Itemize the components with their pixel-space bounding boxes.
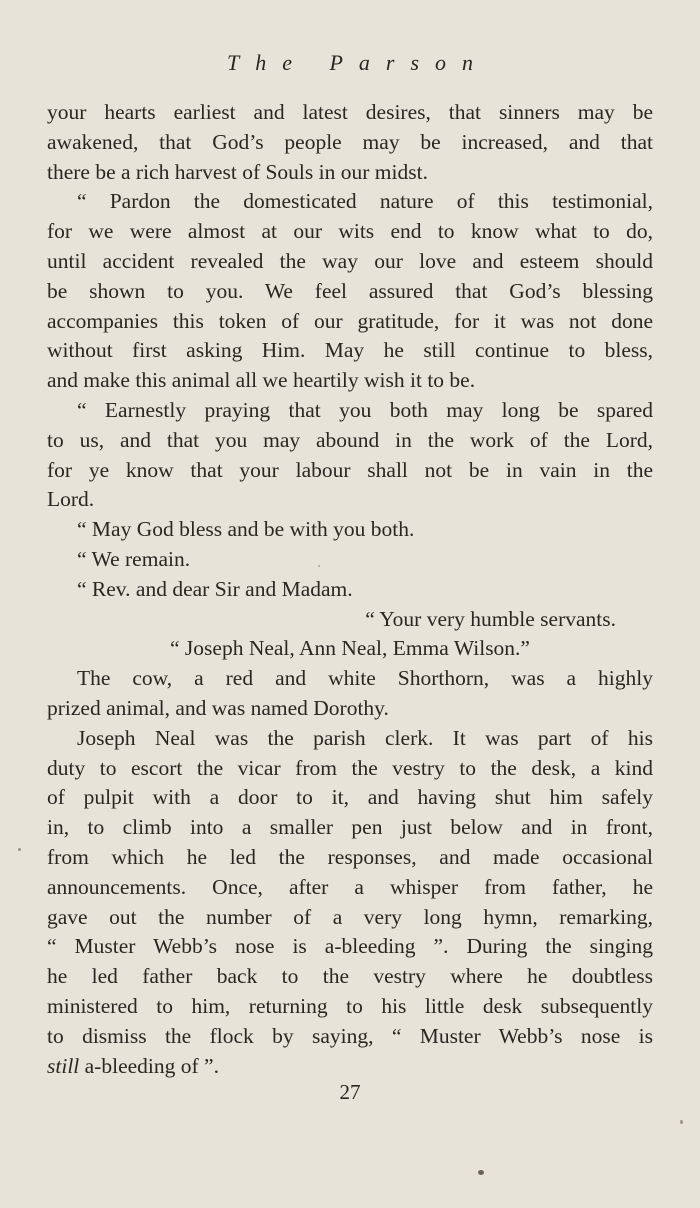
text-line: be shown to you. We feel assured that God’s blessing <box>47 278 653 303</box>
text-line: without first asking Him. May he still continue to bless, <box>47 338 653 363</box>
text-line: for ye know that your labour shall not be in vain in the <box>47 457 653 482</box>
text-line: “ Pardon the domesticated nature of this testimonial, <box>77 189 653 214</box>
text-line: of pulpit with a door to it, and having shut him safely <box>47 785 653 810</box>
paper-speck <box>680 1120 683 1124</box>
text-line: “ We remain. <box>77 546 191 571</box>
text-line: “ Rev. and dear Sir and Madam. <box>77 576 353 601</box>
text-line: awakened, that God’s people may be increased, and that <box>47 129 653 154</box>
text-line: Joseph Neal was the parish clerk. It was part of his <box>77 725 653 750</box>
text-line: to dismiss the flock by saying, “ Muster Webb’s nose is <box>47 1023 653 1048</box>
final-line-rest: a-bleeding of ”. <box>79 1053 219 1078</box>
text-line: “ Earnestly praying that you both may long be spared <box>77 397 653 422</box>
text-line: “ Joseph Neal, Ann Neal, Emma Wilson.” <box>170 636 530 661</box>
text-line: your hearts earliest and latest desires, that sinners may be <box>47 100 653 124</box>
text-line: in, to climb into a smaller pen just below and in front, <box>47 815 653 840</box>
text-line: gave out the number of a very long hymn, remarking, <box>47 904 653 929</box>
text-line-final <box>47 1052 653 1082</box>
text-line: there be a rich harvest of Souls in our midst. <box>47 159 428 184</box>
text-line: “ Muster Webb’s nose is a-bleeding ”. During the singing <box>47 934 653 959</box>
paper-speck <box>18 848 21 851</box>
text-line: “ Your very humble servants. <box>365 606 616 631</box>
paper-speck <box>318 565 320 567</box>
text-line: to us, and that you may abound in the work of the Lord, <box>47 427 653 452</box>
text-line: from which he led the responses, and made occasional <box>47 844 653 869</box>
text-line: and make this animal all we heartily wish it to be. <box>47 368 476 393</box>
text-line: announcements. Once, after a whisper from father, he <box>47 874 653 899</box>
text-line: The cow, a red and white Shorthorn, was a highly <box>77 666 653 691</box>
text-line: duty to escort the vicar from the vestry to the desk, a kind <box>47 755 653 780</box>
text-line: he led father back to the vestry where he doubtless <box>47 964 653 989</box>
text-line: accompanies this token of our gratitude, for it was not done <box>47 308 653 333</box>
emphasis-word: still <box>47 1053 80 1078</box>
text-line: for we were almost at our wits end to know what to do, <box>47 219 653 244</box>
text-line: Lord. <box>47 487 95 512</box>
text-line: until accident revealed the way our love and esteem should <box>47 248 653 273</box>
body-text <box>47 98 653 1081</box>
page-number: 27 <box>339 1080 361 1104</box>
text-line: prized animal, and was named Dorothy. <box>47 695 389 720</box>
paper-speck <box>478 1170 484 1175</box>
text-line: “ May God bless and be with you both. <box>77 517 415 542</box>
text-line: ministered to him, returning to his little desk subsequently <box>47 993 653 1018</box>
running-head: The Parson <box>226 50 490 75</box>
